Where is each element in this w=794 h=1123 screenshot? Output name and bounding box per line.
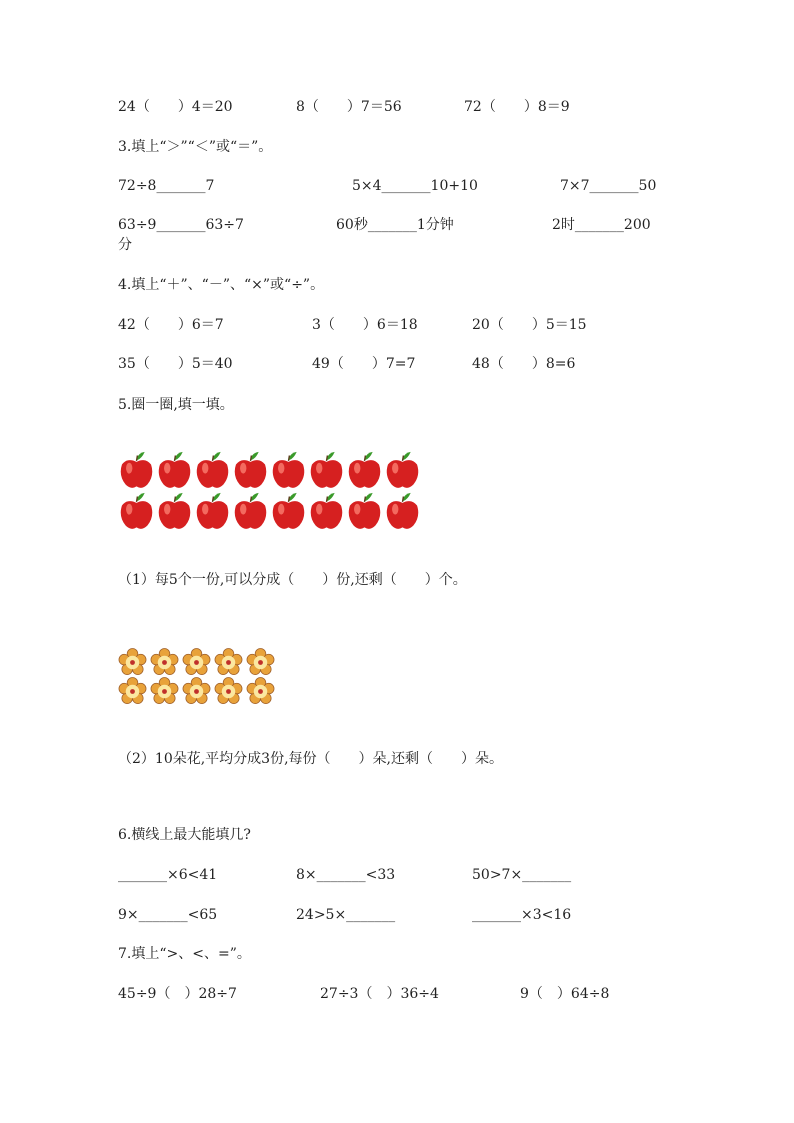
apple-icon — [384, 491, 421, 531]
comparison: 45÷9（ ）28÷7 — [118, 986, 237, 1002]
flower-grid — [118, 648, 280, 706]
inequality: _______×3<16 — [472, 907, 572, 923]
equation: 35（ ）5＝40 — [118, 356, 233, 372]
flower-icon — [214, 648, 243, 677]
inequality: 8×_______<33 — [296, 867, 396, 883]
flower-icon — [246, 648, 275, 677]
apple-icon — [346, 491, 383, 531]
apple-grid — [118, 450, 424, 532]
sub-question: （1）每5个一份,可以分成（ ）份,还剩（ ）个。 — [118, 572, 467, 588]
apple-row — [118, 491, 424, 531]
apple-icon — [118, 491, 155, 531]
equation: 49（ ）7=7 — [312, 356, 416, 372]
apple-icon — [270, 450, 307, 490]
apple-icon — [270, 491, 307, 531]
equation: 42（ ）6＝7 — [118, 317, 224, 333]
comparison: 27÷3（ ）36÷4 — [320, 986, 439, 1002]
apple-icon — [308, 450, 345, 490]
comparison: 5×4_______10+10 — [352, 178, 478, 194]
equation: 24（ ）4＝20 — [118, 99, 233, 115]
apple-icon — [346, 450, 383, 490]
apple-icon — [384, 450, 421, 490]
inequality: _______×6<41 — [118, 867, 218, 883]
comparison: 7×7_______50 — [560, 178, 657, 194]
question-title: 3.填上“＞”“＜”或“＝”。 — [118, 139, 273, 155]
question-title: 7.填上“>、<、=”。 — [118, 946, 251, 962]
inequality: 24>5×_______ — [296, 907, 396, 923]
apple-icon — [156, 450, 193, 490]
flower-icon — [214, 677, 243, 706]
comparison: 2时_______200 — [552, 217, 651, 233]
flower-row — [118, 648, 280, 677]
equation: 20（ ）5＝15 — [472, 317, 587, 333]
flower-icon — [182, 677, 211, 706]
flower-icon — [246, 677, 275, 706]
equation: 48（ ）8=6 — [472, 356, 576, 372]
flower-icon — [118, 648, 147, 677]
comparison: 9（ ）64÷8 — [520, 986, 610, 1002]
apple-icon — [118, 450, 155, 490]
inequality: 9×_______<65 — [118, 907, 218, 923]
inequality: 50>7×_______ — [472, 867, 572, 883]
apple-row — [118, 450, 424, 490]
comparison: 60秒_______1分钟 — [336, 217, 454, 233]
apple-icon — [232, 450, 269, 490]
flower-icon — [182, 648, 211, 677]
apple-icon — [156, 491, 193, 531]
apple-icon — [308, 491, 345, 531]
sub-question: （2）10朵花,平均分成3份,每份（ ）朵,还剩（ ）朵。 — [118, 751, 503, 767]
flower-icon — [118, 677, 147, 706]
apple-icon — [194, 491, 231, 531]
question-title: 5.圈一圈,填一填。 — [118, 397, 234, 413]
flower-icon — [150, 648, 179, 677]
comparison-wrap: 分 — [118, 237, 132, 253]
question-title: 6.横线上最大能填几? — [118, 827, 251, 843]
apple-icon — [194, 450, 231, 490]
flower-row — [118, 677, 280, 706]
equation: 72（ ）8＝9 — [464, 99, 570, 115]
equation: 8（ ）7＝56 — [296, 99, 402, 115]
comparison: 72÷8_______7 — [118, 178, 215, 194]
question-title: 4.填上“＋”、“－”、“×”或“÷”。 — [118, 277, 325, 293]
flower-icon — [150, 677, 179, 706]
equation: 3（ ）6＝18 — [312, 317, 418, 333]
comparison: 63÷9_______63÷7 — [118, 217, 244, 233]
apple-icon — [232, 491, 269, 531]
